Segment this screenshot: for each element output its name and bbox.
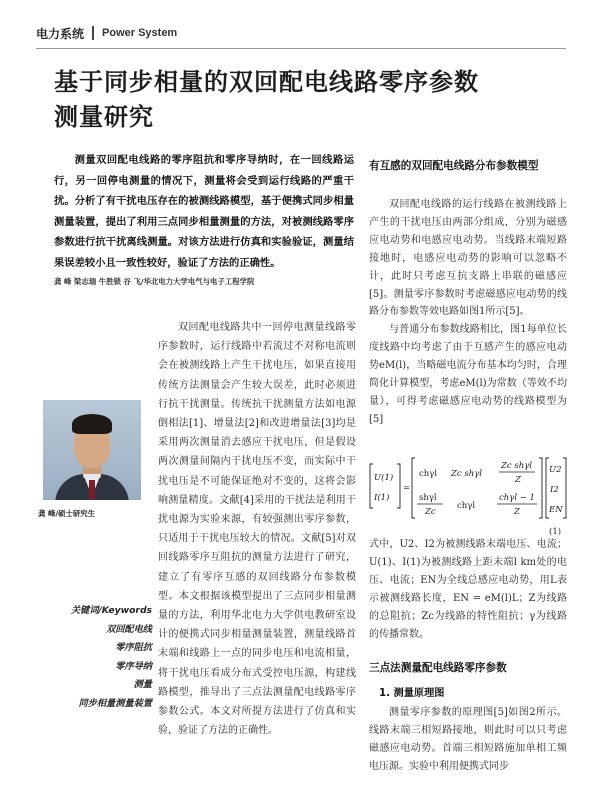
eq-rhs-top: U2 bbox=[549, 465, 562, 475]
journal-header bbox=[36, 22, 177, 44]
eq-m21-den: Zc bbox=[425, 507, 436, 517]
section-2-paragraph-1: 测量零序参数的原理图[5]如图2所示。线路末端三相短路接地，则此时可以只考虑磁感应电动势。首端三相短路施加单相工频电压源。实验中利用便携式同步 bbox=[369, 707, 567, 772]
header-rule bbox=[36, 48, 566, 49]
matrix-bracket-left bbox=[412, 458, 415, 518]
equation-1 bbox=[369, 456, 567, 538]
eq-m21-num: shγl bbox=[419, 493, 437, 503]
intro-paragraph: 双回配电线路共中一回停电测量线路零序参数时，运行线路中若流过不对称电流则会在被测线路上产生干扰电压，如果直接用传统方法测量会产生较大误差，此时必须进行抗干扰测量。传统抗干扰测量方法如电源倒相法[1]、增量法[2]和改进增量法[3]均是采用两次测量消去感应干扰电压，但是假设两次测量间隔内干扰电压不变，而实际中干扰电压是不可能保证绝对不变的，这将会影响测量精度。文献[4]采用的干扰法是利用干扰电源为实验来源，有较强测出零序参数，只适用于干扰电压较大的情况。文献[5]对双回线路零序互阻抗的测量方法进行了研究，建立了有零序互感的双回线路分布参数模型。本文根据该模型提出了三点同步相量测量的方法，利用华北电力大学供电教研室设计的便携式同步相量测量装置，测量线路首末端和线路上一点的同步电压和电流相量，将干扰电压看成分布式受控电压源，构建线路模型，推导出了三点法测量配电线路零序参数公式。本文对所提方法进行了仿真和实验，验证了方法的正确性。 bbox=[158, 322, 356, 737]
eq-m12: Zc shγl bbox=[451, 469, 483, 479]
eq-lhs-top: U(1) bbox=[374, 473, 394, 483]
lhs-bracket-left bbox=[370, 464, 373, 508]
section-1-definitions bbox=[369, 536, 567, 643]
section-1-paragraph-3: 式中，U2、I2为被测线路末端电压、电流；U(1)、I(1)为被测线路上距末端l km处的电压、电流；EN为全线总感应电动势，用L表示被测线路长度，EN = eM(l)L；Z为线路的总阻抗；Zc为线路的特性阻抗；γ为线路的传播常数。 bbox=[369, 539, 567, 640]
article-title bbox=[54, 64, 534, 134]
eq-rhs-mid: I2 bbox=[550, 485, 559, 495]
section-2-body bbox=[369, 704, 567, 776]
eq-lhs-bottom: I(1) bbox=[374, 493, 390, 503]
equation-number: (1) bbox=[549, 527, 562, 537]
eq-m13-num: Zc shγl bbox=[501, 461, 533, 471]
keyword-item: 零序阻抗 bbox=[115, 642, 152, 654]
section-1-heading: 有互感的双回配电线路分布参数模型 bbox=[369, 160, 539, 172]
eq-m23-den: Z bbox=[514, 507, 520, 517]
author-line: 龚 峰 梁志瑞 牛胜锁 谷 飞/华北电力大学电气与电子工程学院 bbox=[54, 277, 255, 286]
rhs-bracket-right bbox=[563, 458, 566, 518]
eq-rhs-bottom: EN bbox=[549, 505, 563, 515]
eq-equals: = bbox=[403, 483, 411, 493]
section-name-en: Power System bbox=[102, 27, 178, 39]
keywords-block bbox=[34, 602, 152, 714]
eq-m13-den: Z bbox=[515, 475, 521, 485]
section-name-cn: 电力系统 bbox=[36, 26, 85, 41]
section-1-paragraph-2: 与普通分布参数线路相比，图1每单位长度线路中均考虑了由于互感产生的感应电动势eM(l)，当略磁电流分布基本均匀时，合理简化计算模型，考虑eM(l)为常数（等效不均量），可得考虑磁感应电动势的线路模型为[5] bbox=[369, 324, 567, 425]
keyword-item: 零序导纳 bbox=[115, 660, 152, 672]
eq-m23-num: chγl − 1 bbox=[499, 493, 535, 503]
eq-m11: chγl bbox=[419, 469, 438, 479]
section-2-heading: 三点法测量配电线路零序参数 bbox=[369, 662, 507, 674]
keywords-label: 关键词/Keywords bbox=[70, 605, 152, 616]
title-line-1: 基于同步相量的双回配电线路零序参数 bbox=[54, 67, 479, 96]
photo-hair bbox=[72, 414, 112, 434]
section-1-body bbox=[369, 196, 567, 429]
author-photo bbox=[43, 400, 141, 500]
section-1-paragraph-1: 双回配电线路的运行线路在被测线路上产生的干扰电压由两部分组成，分别为磁感应电动势和电感应电动势。当线路末端短路接地时，电感应电动势的影响可以忽略不计，此时只考虑互抗支路上串联的磁感应[5]。测量零序参数时考虑磁感应电动势的线路分布参数等效电路如图1所示[5]。 bbox=[369, 199, 567, 318]
title-line-2: 测量研究 bbox=[54, 102, 154, 131]
abstract: 测量双回配电线路的零序阻抗和零序导纳时，在一回线路运行，另一回停电测量的情况下，测量将会受到运行线路的严重干扰。分析了有干扰电压存在的被测线路模型，基于便携式同步相量测量装置，提出了利用三点同步相量测量的方法，对被测线路零序参数进行抗干扰离线测量。对该方法进行仿真和实验验证，测量结果误差较小且一致性较好，验证了方法的正确性。 bbox=[54, 154, 354, 269]
eq-m22: chγl bbox=[457, 501, 476, 511]
equation-svg bbox=[369, 456, 567, 538]
keyword-item: 测量 bbox=[133, 679, 152, 691]
keyword-item: 同步相量测量装置 bbox=[78, 697, 152, 709]
photo-caption: 龚 峰/硕士研究生 bbox=[38, 509, 96, 518]
header-separator bbox=[92, 26, 94, 40]
section-2-subheading: 1. 测量原理图 bbox=[379, 688, 445, 699]
matrix-bracket-right bbox=[539, 458, 542, 518]
intro-column bbox=[158, 318, 356, 740]
lhs-bracket-right bbox=[397, 464, 400, 508]
keyword-item: 双回配电线 bbox=[106, 623, 152, 635]
photo-tie bbox=[89, 480, 95, 500]
